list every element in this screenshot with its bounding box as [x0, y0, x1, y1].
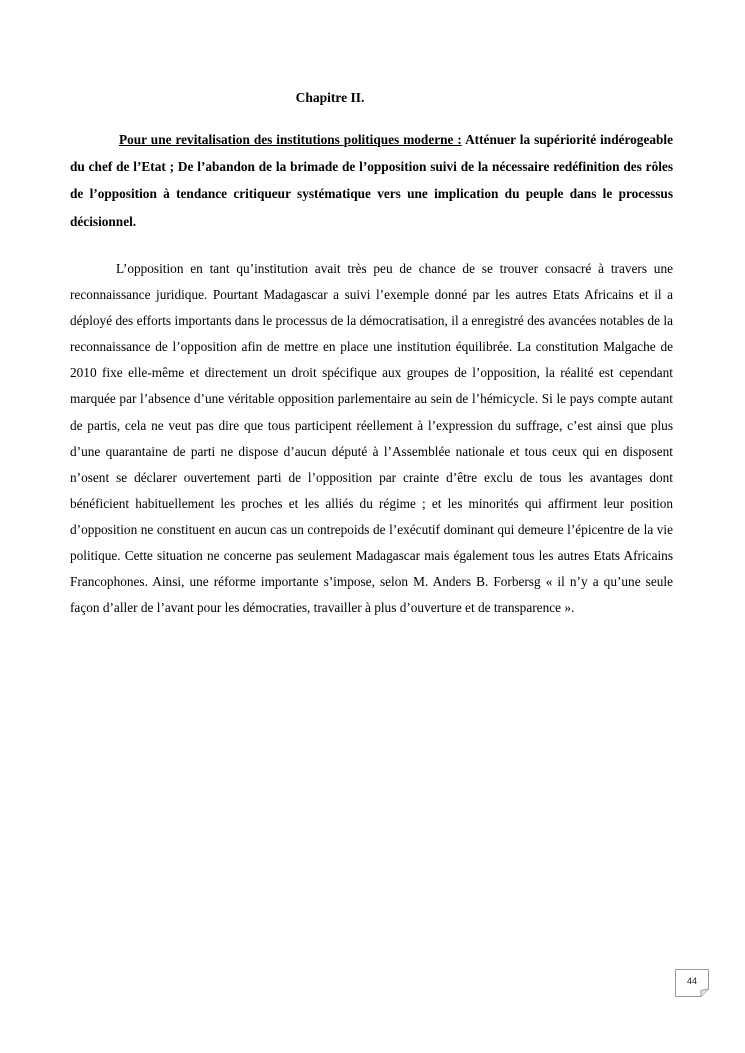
section-heading-underlined: Pour une revitalisation des institutions politiques moderne : — [119, 132, 462, 147]
body-paragraph: L’opposition en tant qu’institution avait très peu de chance de se trouver consacré à travers une reconnaissance juridique. Pourtant Madagascar a suivi l’exemple donné par les autres Etats Africains et il a déployé des efforts importants dans le processus de la démocratisation, il a enregistré des avancées notables de la reconnaissance de l’opposition afin de mettre en place une institution équilibrée. La constitution Malgache de 2010 fixe elle-même et directement un droit spécifique aux groupes de l’opposition, la réalité est cependant marquée par l’absence d’une véritable opposition parlementaire au sein de l’hémicycle. Si le pays compte autant de partis, cela ne veut pas dire que tous participent réellement à l’expression du suffrage, c’est ainsi que plus d’une quarantaine de parti ne dispose d’aucun député à l’Assemblée nationale et tous ceux qui en disposent n’osent se déclarer ouvertement parti de l’opposition par crainte d’être exclu de tous les avantages dont bénéficient habituellement les proches et les alliés du régime ; et les minorités qui affirment leur position d’opposition ne constituent en aucun cas un contrepoids de l’exécutif dominant qui demeure l’épicentre de la vie politique. Cette situation ne concerne pas seulement Madagascar mais également tous les autres Etats Africains Francophones. Ainsi, une réforme importante s’impose, selon M. Anders B. Forbersg « il n’y a qu’une seule façon d’aller de l’avant pour les démocraties, travailler à plus d’ouverture et de transparence ». — [70, 261, 673, 616]
section-heading — [70, 126, 673, 235]
page-number-box — [675, 969, 709, 997]
section-heading-rest: Atténuer la supériorité indérogeable du chef de l’Etat ; De l’abandon de la brimade de l’opposition suivi de la nécessaire redéfinition des rôles de l’opposition à tendance critiqueur systématique vers une implication du peuple dans le processus décisionnel. — [70, 132, 673, 229]
page-number: 44 — [686, 976, 697, 986]
chapter-title: Chapitre II. — [295, 90, 365, 105]
